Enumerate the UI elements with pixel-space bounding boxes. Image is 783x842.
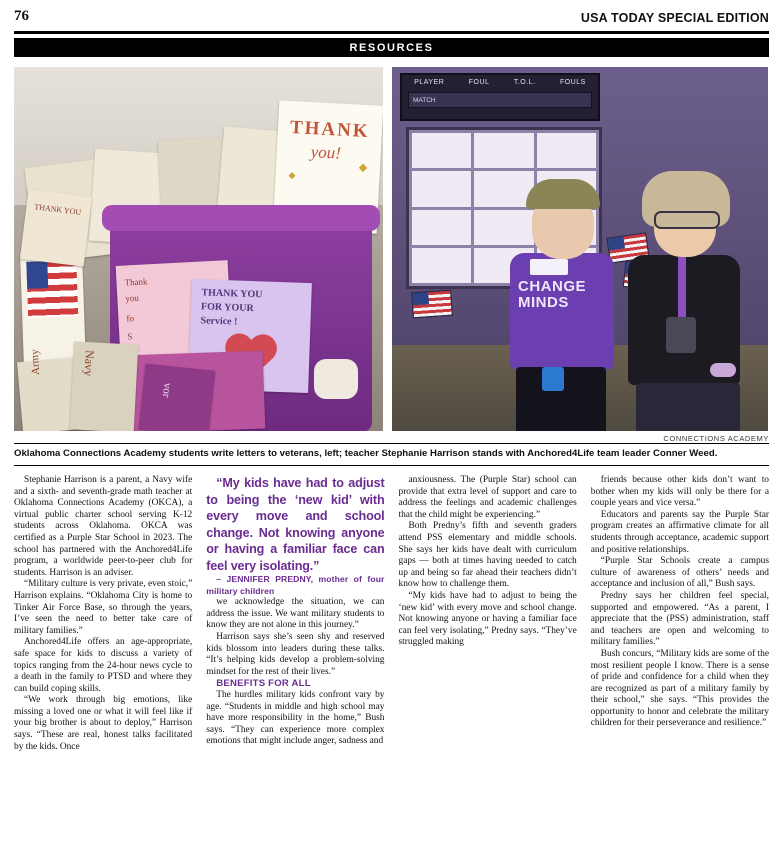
publication-name: USA TODAY SPECIAL EDITION (580, 11, 769, 25)
plush-toy (314, 359, 358, 399)
paragraph: Anchored4Life offers an age-appropriate, safe space for kids to discuss a variety of topics ranging from the 24-hour news cycle to a death in the family to PTSD and where they can build coping skills. (14, 637, 193, 694)
paragraph: Bush concurs, “Military kids are some of the most resilient people I know. There is a sense of pride and confidence for a child when they are recognized as part of a military family by their school,” she says. “This provides the opportunity to honor and celebrate the military children for their perseverance and resilience.” (590, 648, 769, 729)
paragraph: “We work through big emotions, like missing a loved one or what it will feel like if your big brother is about to deploy,” Harrison says. “These are real, honest talks facilitated by the kids. Once (14, 695, 193, 752)
paragraph: “Military culture is very private, even stoic,” Harrison explains. “Oklahoma City is home to Tinker Air Force Base, so through the years, I’ve seen the need to better take care of military families.” (14, 579, 193, 636)
thank-you-card: THANK you! (273, 100, 383, 233)
paragraph: “My kids have had to adjust to being the ‘new kid’ with every move and school change. Not knowing anyone or having a familiar face can feel very isolating,” Predny says. “They’ve struggled making (398, 590, 577, 648)
paragraph: “Purple Star Schools create a campus culture of awareness of others’ needs and acceptance and inclusion of all,” Bush says. (590, 556, 769, 590)
paragraph: anxiousness. The (Purple Star) school can provide that extra level of support and care to address the feelings and academic challenges that the child might be experiencing.” (398, 475, 577, 520)
lanyard-badge (542, 367, 564, 391)
teacher-pants (636, 383, 740, 431)
student-shirt (510, 253, 614, 369)
letter-card: THANK YOU (20, 189, 92, 266)
paragraph: Both Predny’s fifth and seventh graders attend PSS elementary and middle schools. She says her kids have dealt with curriculum gaps — both at times having needed to catch up and being so far ahead their teachers didn’t know how to challenge them. (398, 521, 577, 590)
letter-card: Thank you fo S (116, 260, 233, 358)
paragraph: Predny says her children feel special, supported and empowered. “As a parent, I appreciate that the (PSS) administration, staff and teachers are open and welcoming to military families.” (590, 590, 769, 648)
student-and-teacher-photo (392, 67, 768, 431)
name-badge (530, 259, 568, 275)
scoreboard (400, 73, 600, 121)
article-column-4 (591, 475, 769, 753)
paragraph: we acknowledge the situation, we can address the issue. We want military students to know they are not alone in this journey.” (206, 597, 385, 631)
scoreboard-label: FOULS (559, 79, 586, 86)
caption-rule-bottom (14, 465, 769, 466)
article-body (14, 475, 769, 753)
id-badge (666, 317, 696, 353)
section-banner (14, 38, 769, 57)
lanyard (678, 257, 686, 321)
scoreboard-label: FOUL (468, 79, 490, 86)
scoreboard-label: PLAYER (414, 79, 445, 86)
paragraph: Educators and parents say the Purple Star program creates an affirmative climate for all students through acceptance, academic support and positive relationships. (590, 509, 769, 555)
letter-card: vor (139, 364, 216, 431)
page-number: 76 (14, 8, 29, 24)
subhead: BENEFITS FOR ALL (216, 678, 311, 690)
article-column-3 (399, 475, 577, 753)
scoreboard-match-label: MATCH (408, 92, 592, 108)
us-flag-icon (411, 290, 453, 319)
photo-caption: Oklahoma Connections Academy students write letters to veterans, left; teacher Stephanie Harrison stands with Anchored4Life team leader Conner Weed. (14, 448, 718, 459)
letter-card: Army (17, 356, 97, 431)
photo-row (14, 67, 769, 431)
bracelet (710, 363, 736, 377)
article-column-1 (14, 475, 192, 753)
paragraph: friends because other kids don’t want to bother when my kids will only be there for a couple years and vice versa.” (590, 475, 769, 509)
thank-you-letter-card: THANK YOU FOR YOUR Service ! (188, 279, 312, 393)
eyeglasses-icon (654, 211, 720, 229)
masthead-rule (14, 31, 769, 34)
paragraph: Stephanie Harrison is a parent, a Navy wife and a sixth- and seventh-grade math teacher at Oklahoma Connections Academy (OKCA), a virtual public charter school serving K-12 students across Oklahoma. OKCA was certified as a Purple Star School in 2023. The school has partnered with the Anchored4Life program, a worldwide peer-to-peer club for students. Harrison is an adviser. (14, 475, 193, 578)
masthead (14, 0, 769, 29)
storage-bin-rim (102, 205, 380, 231)
section-banner-label: RESOURCES (349, 41, 434, 54)
photo-credit: CONNECTIONS ACADEMY (663, 434, 769, 443)
letters-to-veterans-photo (14, 67, 383, 431)
article-column-2 (206, 475, 384, 753)
pull-quote: “My kids have had to adjust to being the ‘new kid’ with every move and school change. Not knowing anyone or having a familiar face can feel very isolating.” (206, 476, 385, 573)
letter-card: Navy (70, 341, 139, 431)
pull-quote-attribution: – JENNIFER PREDNY, mother of four military children (206, 574, 385, 596)
shirt-text: CHANGE MINDS (518, 278, 587, 311)
paragraph: Harrison says she’s seen shy and reserved kids blossom into leaders during these talks. “It’s helping kids develop a problem-solving mindset for the rest of their lives.” (206, 631, 385, 677)
scoreboard-label: T.O.L. (513, 79, 536, 86)
student-cap (526, 179, 600, 209)
paragraph: The hurdles military kids confront vary by age. “Students in middle and high school may have more responsibility in the home,” Bush says. “They can experience more complex emotions that might include anger, sadness and (206, 689, 385, 747)
